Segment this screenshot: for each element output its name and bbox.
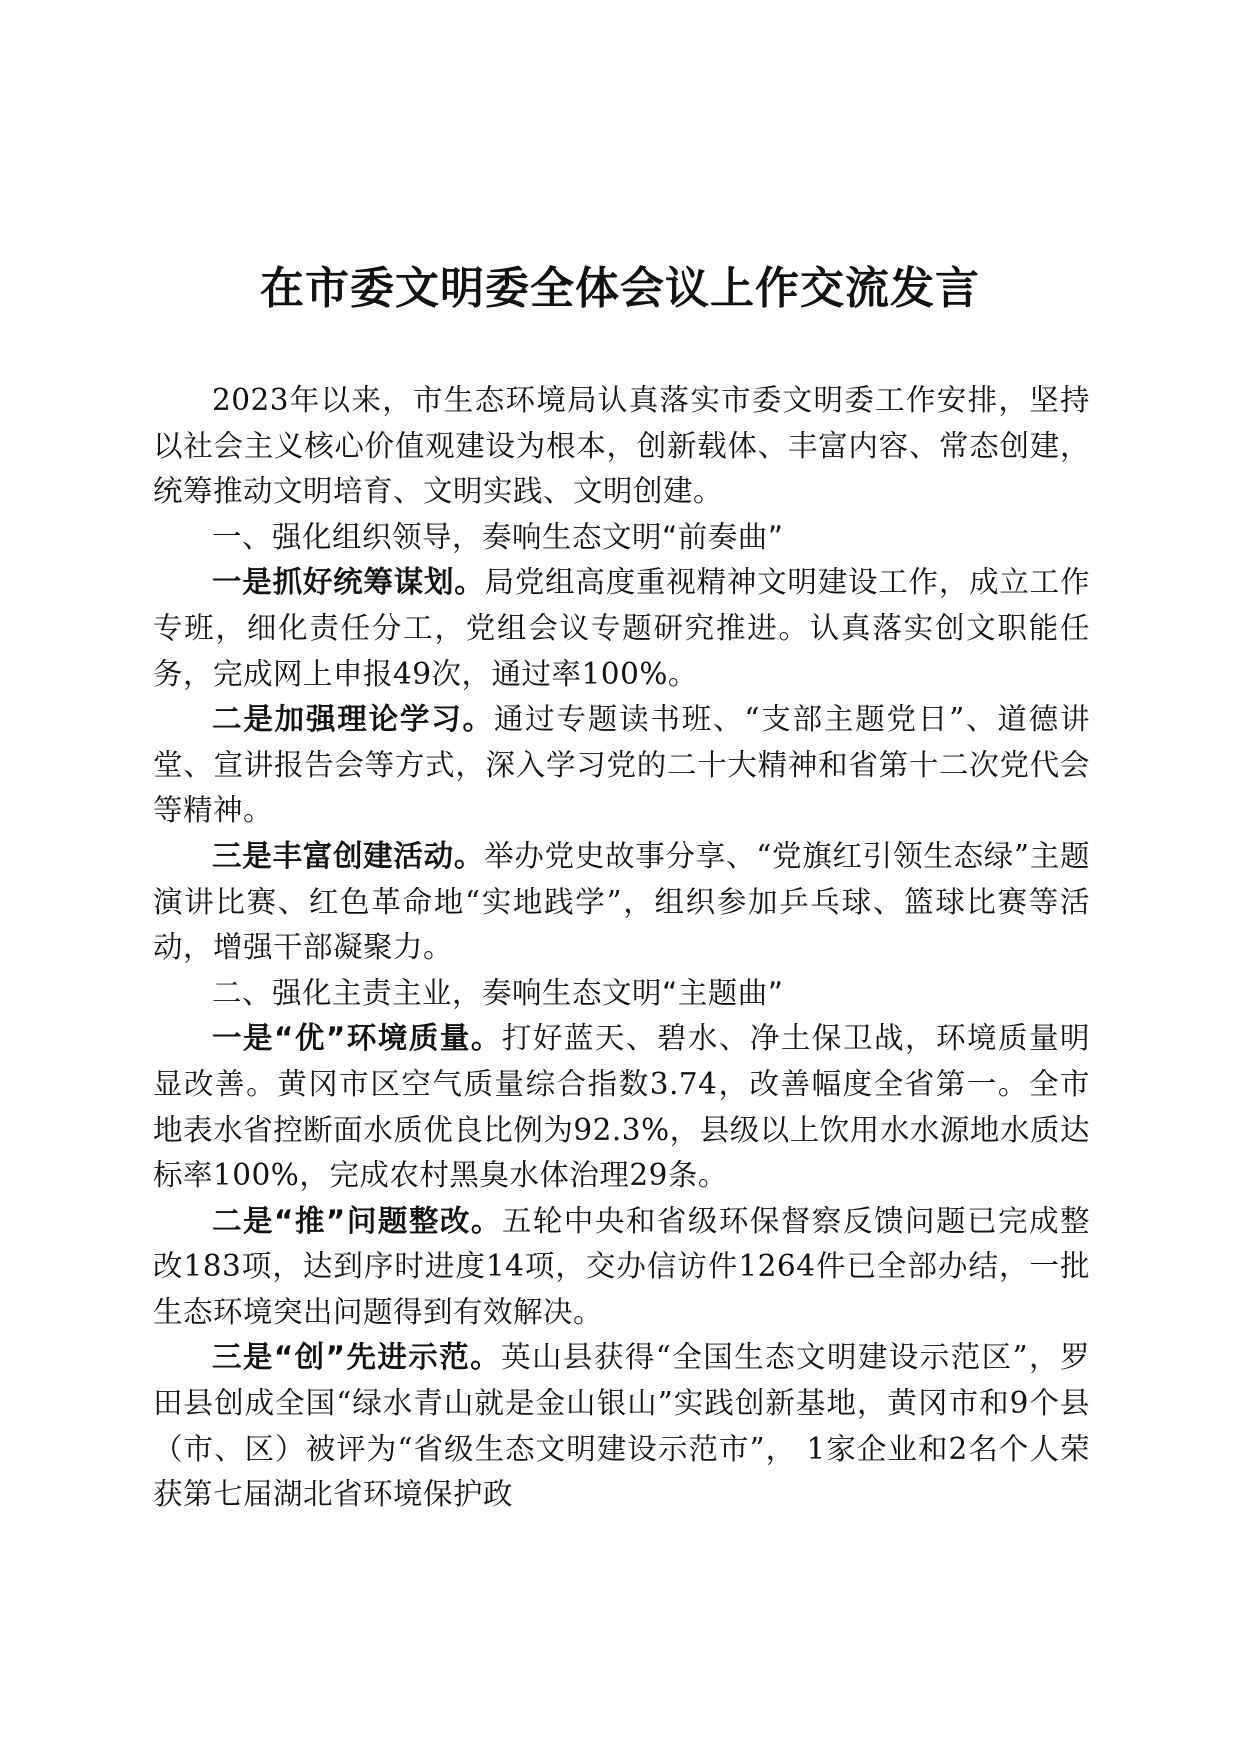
paragraph-lead: 三是丰富创建活动。 bbox=[212, 838, 485, 873]
section-heading-2: 二、强化主责主业，奏响生态文明“主题曲” bbox=[212, 975, 784, 1010]
document-title: 在市委文明委全体会议上作交流发言 bbox=[260, 263, 980, 314]
paragraph bbox=[153, 834, 1090, 971]
paragraph-text: 五轮中央和省级环保督察反馈问题已完成整改183项，达到序时进度14项，交办信访件1264件已全部办结，一批生态环境突出问题得到有效解决。 bbox=[153, 1203, 1090, 1329]
paragraph-text: 通过专题读书班、“支部主题党日”、道德讲堂、宣讲报告会等方式，深入学习党的二十大精神和省第十二次党代会等精神。 bbox=[153, 702, 1090, 828]
paragraph-lead: 二是加强理论学习。 bbox=[212, 702, 494, 737]
paragraph-lead: 三是“创”先进示范。 bbox=[212, 1340, 502, 1375]
paragraph-text: 英山县获得“全国生态文明建设示范区”，罗田县创成全国“绿水青山就是金山银山”实践创新基地，黄冈市和9个县（市、区）被评为“省级生态文明建设示范市”， 1家企业和2名个人荣获第七届湖北省环境保护政 bbox=[153, 1340, 1090, 1512]
section-heading-1: 一、强化组织领导，奏响生态文明“前奏曲” bbox=[212, 519, 784, 554]
paragraph bbox=[153, 1016, 1090, 1198]
paragraph-text: 举办党史故事分享、“党旗红引领生态绿”主题演讲比赛、红色革命地“实地践学”，组织参加乒乓球、篮球比赛等活动，增强干部凝聚力。 bbox=[153, 838, 1090, 965]
paragraph-lead: 一是抓好统筹谋划。 bbox=[212, 565, 485, 600]
paragraph-lead: 二是“推”问题整改。 bbox=[212, 1203, 502, 1238]
paragraph bbox=[153, 1335, 1090, 1517]
document-body bbox=[153, 378, 1090, 1518]
paragraph bbox=[153, 1199, 1090, 1336]
paragraph bbox=[153, 697, 1090, 834]
paragraph-lead: 一是“优”环境质量。 bbox=[212, 1021, 502, 1056]
paragraph bbox=[153, 560, 1090, 697]
intro-paragraph: 2023年以来，市生态环境局认真落实市委文明委工作安排，坚持以社会主义核心价值观建设为根本，创新载体、丰富内容、常态创建，统筹推动文明培育、文明实践、文明创建。 bbox=[153, 383, 1090, 509]
paragraph-text: 局党组高度重视精神文明建设工作，成立工作专班，细化责任分工，党组会议专题研究推进。认真落实创文职能任务，完成网上申报49次，通过率100%。 bbox=[153, 565, 1090, 691]
paragraph-text: 打好蓝天、碧水、净土保卫战，环境质量明显改善。黄冈市区空气质量综合指数3.74，改善幅度全省第一。全市地表水省控断面水质优良比例为92.3%，县级以上饮用水水源地水质达标率100%，完成农村黑臭水体治理29条。 bbox=[153, 1021, 1090, 1193]
